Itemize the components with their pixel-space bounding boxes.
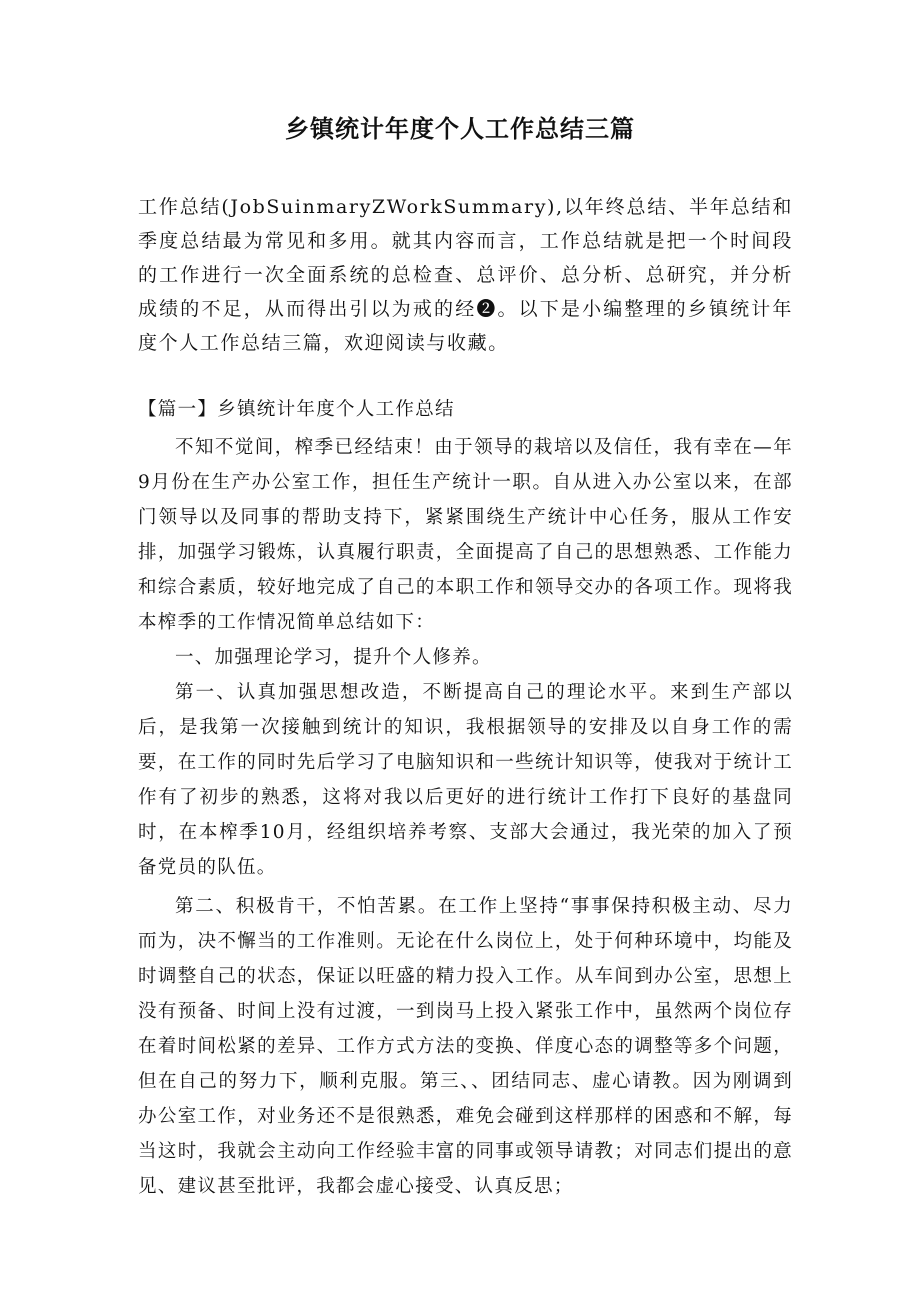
section-one (138, 392, 793, 1204)
body-paragraph-3: 第一、认真加强思想改造，不断提高自己的理论水平。来到生产部以后，是我第一次接触到统计的知识，我根据领导的安排及以自身工作的需要，在工作的同时先后学习了电脑知识和一些统计知识等，使我对于统计工作有了初步的熟悉，这将对我以后更好的进行统计工作打下良好的基盘同时，在本榨季10月，经组织培养考察、支部大会通过，我光荣的加入了预备党员的队伍。 (138, 682, 793, 878)
body-paragraph-2: 一、加强理论学习，提升个人修养。 (175, 647, 492, 668)
intro-paragraph: 工作总结(JobSuinmaryZWorkSummary),以年终总结、半年总结和季度总结最为常见和多用。就其内容而言，工作总结就是把一个时间段的工作进行一次全面系统的总检查、总评价、总分析、总研究，并分析成绩的不足，从而得出引以为戒的经❷。以下是小编整理的乡镇统计年度个人工作总结三篇，欢迎阅读与收藏。 (138, 196, 793, 354)
section-heading: 【篇一】乡镇统计年度个人工作总结 (138, 399, 455, 420)
body-paragraph-1: 不知不觉间，榨季已经结束！由于领导的栽培以及信任，我有幸在—年9月份在生产办公室工作，担任生产统计一职。自从进入办公室以来，在部门领导以及同事的帮助支持下，紧紧围绕生产统计中心任务，服从工作安排，加强学习锻炼，认真履行职责，全面提高了自己的思想熟悉、工作能力和综合素质，较好地完成了自己的本职工作和领导交办的各项工作。现将我本榨季的工作情况简单总结如下： (138, 437, 793, 633)
body-paragraph-4: 第二、积极肯干，不怕苦累。在工作上坚持“事事保持积极主动、尽力而为，决不懈当的工作准则。无论在什么岗位上，处于何种环境中，均能及时调整自己的状态，保证以旺盛的精力投入工作。从车间到办公室，思想上没有预备、时间上没有过渡，一到岗马上投入紧张工作中，虽然两个岗位存在着时间松紧的差异、工作方式方法的变换、佯度心态的调整等多个问题，但在自己的努力下，顺利克服。第三、、团结同志、虚心请教。因为刚调到办公室工作，对业务还不是很熟悉，难免会碰到这样那样的困惑和不解，每当这时，我就会主动向工作经验丰富的同事或领导请教；对同志们提出的意见、建议甚至批评，我都会虚心接受、认真反思； (138, 896, 793, 1197)
document-title: 乡镇统计年度个人工作总结三篇 (285, 115, 635, 143)
